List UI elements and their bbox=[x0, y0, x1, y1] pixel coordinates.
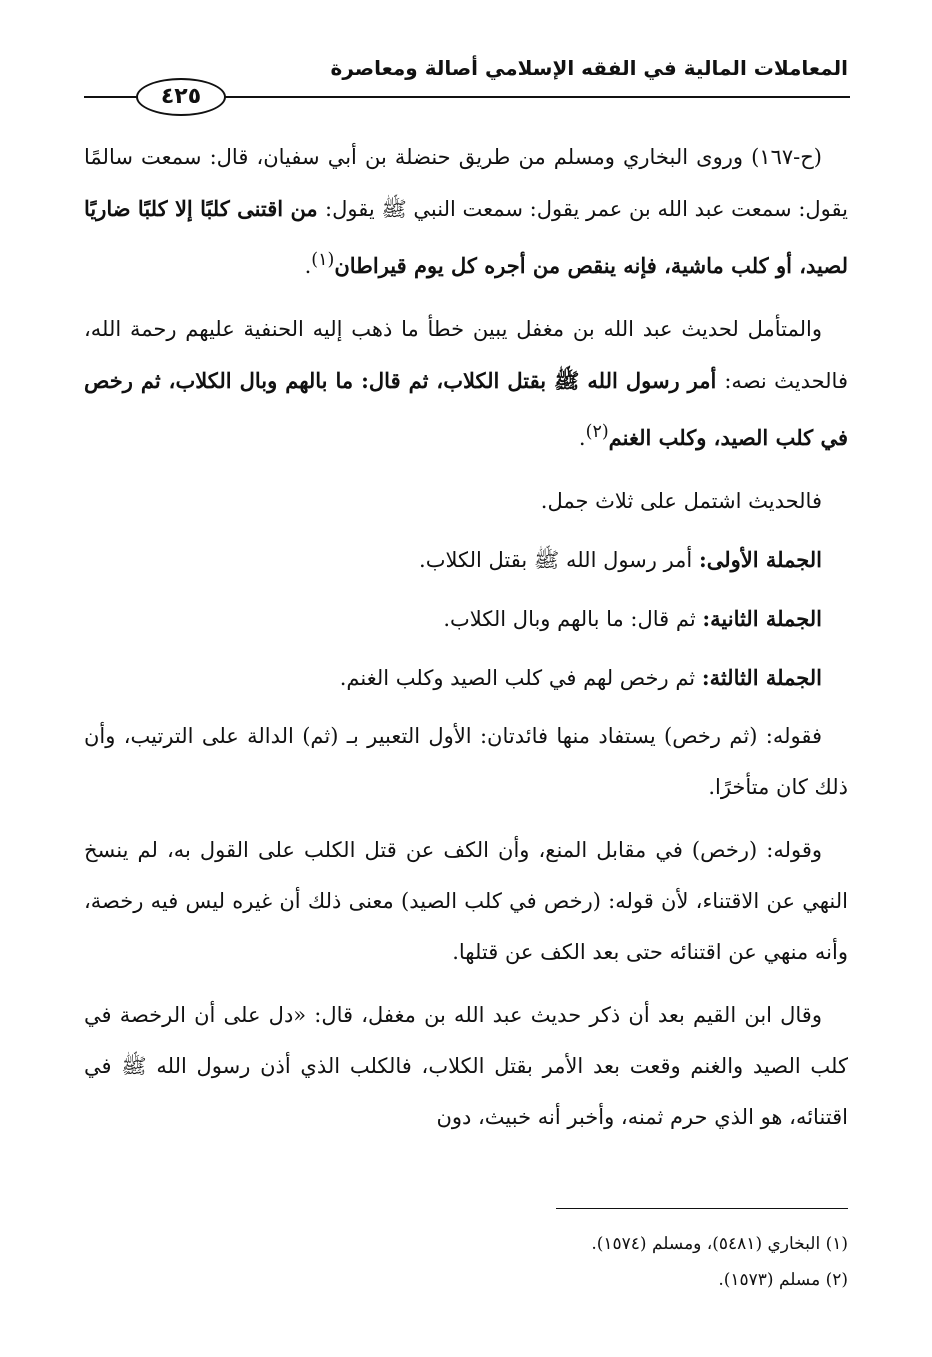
intro-line: فالحديث اشتمل على ثلاث جمل. bbox=[540, 489, 822, 513]
sentence-2-label: الجملة الثانية: bbox=[702, 606, 822, 631]
footnotes bbox=[84, 1226, 848, 1298]
hadith-paragraph-2 bbox=[84, 304, 848, 464]
footnote-ref-2: (٢) bbox=[585, 422, 609, 442]
explanation-paragraph-1: فقوله: (ثم رخص) يستفاد منها فائدتان: الأول التعبير بـ (ثم) الدالة على الترتيب، وأن ذلك كان متأخرًا. bbox=[84, 724, 848, 799]
main-text bbox=[84, 132, 848, 1155]
hadith-1-chain: (ح-١٦٧) وروى البخاري ومسلم من طريق حنضلة بن أبي سفيان، قال: سمعت سالمًا يقول: سمعت عبد الله بن عمر يقول: سمعت النبي ﷺ يقول: bbox=[84, 145, 848, 221]
hadith-paragraph-1 bbox=[84, 132, 848, 292]
sentence-2-text: ثم قال: ما بالهم وبال الكلاب. bbox=[443, 607, 703, 631]
hadith-1-end: . bbox=[304, 254, 312, 278]
sentence-3-text: ثم رخص لهم في كلب الصيد وكلب الغنم. bbox=[339, 666, 702, 690]
footnote-rule bbox=[556, 1208, 848, 1209]
hadith-2-end: . bbox=[578, 426, 586, 450]
footnote-1: (١) البخاري (٥٤٨١)، ومسلم (١٥٧٤). bbox=[591, 1234, 848, 1254]
ibn-qayyim-paragraph: وقال ابن القيم بعد أن ذكر حديث عبد الله بن مغفل، قال: «دل على أن الرخصة في كلب الصيد والغنم وقعت بعد الأمر بقتل الكلاب، فالكلب الذي أذن رسول الله ﷺ في اقتنائه، هو الذي حرم ثمنه، وأخبر أنه خبيث، دون bbox=[84, 1003, 848, 1129]
hadith-1-text: من اقتنى كلبًا إلا كلبًا ضاريًا لصيد، أو كلب ماشية، فإنه ينقص من أجره كل يوم قيراطان bbox=[84, 196, 848, 278]
sentence-1-text: أمر رسول الله ﷺ بقتل الكلاب. bbox=[419, 548, 699, 572]
footnote-2: (٢) مسلم (١٥٧٣). bbox=[718, 1270, 848, 1290]
running-header-title: المعاملات المالية في الفقه الإسلامي أصالة ومعاصرة bbox=[330, 56, 848, 80]
sentence-3-label: الجملة الثالثة: bbox=[701, 665, 822, 690]
sentence-1 bbox=[84, 534, 848, 586]
page-number-badge: ٤٢٥ bbox=[136, 78, 226, 116]
sentence-2 bbox=[84, 593, 848, 645]
hadith-2-intro: والمتأمل لحديث عبد الله بن مغفل يبين خطأ ما ذهب إليه الحنفية عليهم رحمة الله، فالحديث نصه: bbox=[84, 317, 848, 393]
sentence-3 bbox=[84, 652, 848, 704]
hadith-2-text: أمر رسول الله ﷺ بقتل الكلاب، ثم قال: ما بالهم وبال الكلاب، ثم رخص في كلب الصيد، وكلب الغنم bbox=[84, 368, 848, 450]
footnote-ref-1: (١) bbox=[311, 250, 335, 270]
explanation-paragraph-2: وقوله: (رخص) في مقابل المنع، وأن الكف عن قتل الكلب على القول به، لم ينسخ النهي عن الاقتناء، لأن قوله: (رخص في كلب الصيد) معنى ذلك أن غيره ليس فيه رخصة، وأنه منهي عن اقتنائه حتى بعد الكف عن قتلها. bbox=[84, 838, 848, 964]
sentence-1-label: الجملة الأولى: bbox=[698, 547, 822, 572]
